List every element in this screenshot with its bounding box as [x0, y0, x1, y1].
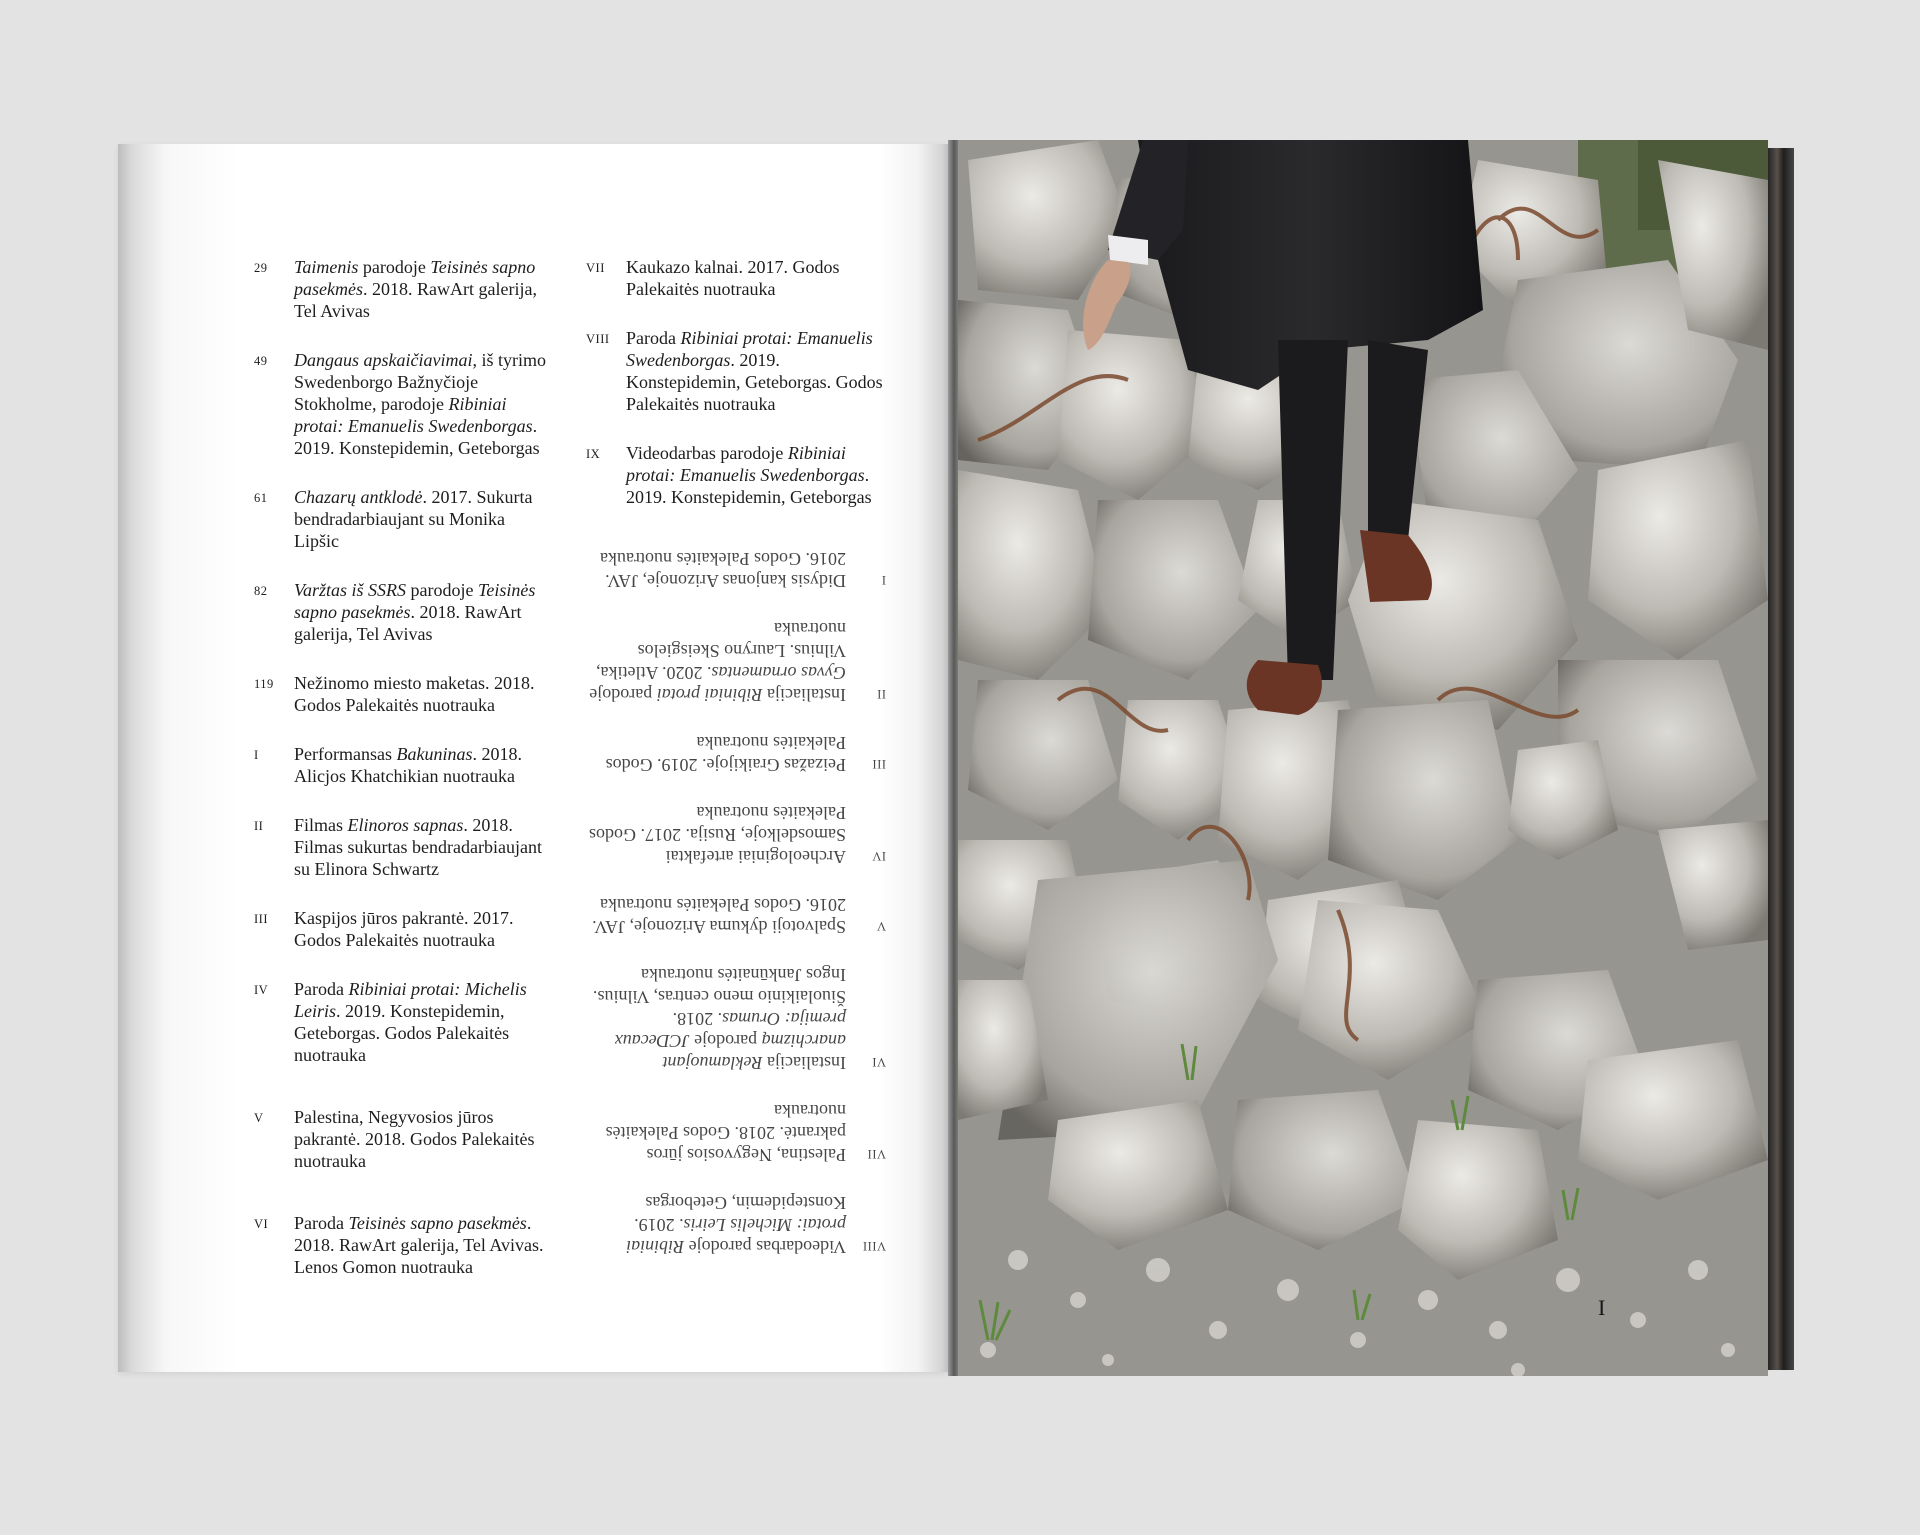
caption-number: 119: [254, 677, 274, 691]
caption-entry: [586, 1192, 886, 1258]
caption-italic-title: Teisinės sapno pasekmės: [348, 1213, 527, 1233]
caption-segment: Archeologiniai artefaktai Samosdelkoje, Rusija. 2017. Godos Palekaitės nuotrauka: [589, 803, 846, 867]
caption-text: [294, 814, 554, 880]
caption-entry: [254, 743, 554, 787]
caption-number: I: [881, 573, 886, 587]
caption-number: IX: [586, 447, 601, 461]
caption-number: III: [254, 912, 268, 926]
caption-entry: [254, 579, 554, 645]
caption-number: 82: [254, 584, 268, 598]
caption-segment: Instaliacija: [762, 1053, 846, 1073]
caption-italic-title: Teisinės sapno pasekmės: [294, 257, 536, 299]
caption-number: VII: [867, 1147, 886, 1161]
caption-italic-title: Gyvas ornamentas: [711, 663, 846, 683]
caption-segment: Filmas: [294, 815, 348, 835]
caption-italic-title: Chazarų antklodė: [294, 487, 423, 507]
caption-italic-title: Ribiniai protai: [656, 685, 763, 705]
caption-text: [586, 1192, 846, 1258]
caption-number: VII: [586, 261, 605, 275]
caption-segment: Didysis kanjonas Arizonoje, JAV. 2016. Godos Palekaitės nuotrauka: [600, 549, 846, 591]
caption-italic-title: Ribiniai protai: Emanuelis Swedenborgas: [294, 394, 533, 436]
caption-text: [586, 548, 846, 592]
caption-entry: [586, 548, 886, 592]
caption-segment: Videodarbas parodoje: [626, 443, 788, 463]
caption-text: [294, 579, 554, 645]
caption-text: [586, 732, 846, 776]
caption-segment: . 2019. Konstepidemin, Geteborgas. Godos Palekaitės nuotrauka: [294, 1001, 510, 1065]
caption-number: IV: [254, 983, 269, 997]
caption-segment: . 2018. Šiuolaikinio meno centras, Vilnius. Ingos Jankūnaitės nuotrauka: [592, 965, 846, 1029]
caption-segment: . 2018. Filmas sukurtas bendradarbiaujant su Elinora Schwartz: [294, 815, 542, 879]
caption-number: V: [254, 1111, 264, 1125]
caption-number: VIII: [586, 332, 610, 346]
caption-segment: . 2020. Atletika, Vilnius. Lauryno Skeisgielos nuotrauka: [596, 619, 846, 683]
caption-number: I: [254, 748, 259, 762]
caption-segment: , iš tyrimo Swedenborgo Bažnyčioje Stokholme, parodoje: [294, 350, 546, 414]
page-number: I: [1598, 1295, 1606, 1320]
caption-italic-title: Taimenis: [294, 257, 359, 277]
caption-entry: [254, 907, 554, 951]
caption-text: [626, 327, 886, 415]
caption-segment: . 2018. RawArt galerija, Tel Avivas: [294, 279, 537, 321]
caption-number: VI: [254, 1217, 269, 1231]
caption-segment: Palestina, Negyvosios jūros pakrantė. 2018. Godos Palekaitės nuotrauka: [294, 1107, 535, 1171]
caption-segment: Videodarbas parodoje: [684, 1237, 846, 1257]
caption-segment: Kaspijos jūros pakrantė. 2017. Godos Palekaitės nuotrauka: [294, 908, 514, 950]
caption-italic-title: Reklamuojant anarchizmą: [662, 1031, 846, 1073]
caption-text: [626, 442, 886, 508]
caption-segment: Paroda: [294, 979, 349, 999]
caption-number: 29: [254, 261, 268, 275]
caption-entry: [586, 442, 886, 508]
caption-segment: . 2017. Sukurta bendradarbiaujant su Monika Lipšic: [294, 487, 533, 551]
caption-entry: [254, 1106, 554, 1172]
caption-text: [586, 802, 846, 868]
caption-text: [294, 486, 554, 552]
caption-text: [626, 256, 886, 300]
caption-column-right: [586, 256, 886, 508]
caption-text: [586, 618, 846, 706]
caption-entry: [586, 1100, 886, 1166]
caption-entry: [254, 1212, 554, 1278]
caption-italic-title: Bakuninas: [396, 744, 473, 764]
caption-italic-title: Ribiniai protai: Emanuelis Swedenborgas: [626, 443, 865, 485]
caption-text: [294, 907, 554, 951]
caption-entry: [254, 672, 554, 716]
caption-segment: Peizažas Graikijoje. 2019. Godos Palekaitės nuotrauka: [605, 733, 846, 775]
caption-entry: [586, 256, 886, 300]
caption-segment: . 2018. RawArt galerija, Tel Avivas. Lenos Gomon nuotrauka: [294, 1213, 544, 1277]
caption-segment: . 2019. Konstepidemin, Geteborgas: [634, 1193, 846, 1235]
caption-entry: [586, 327, 886, 415]
caption-italic-title: Ribiniai protai: Michelis Leiris: [294, 979, 527, 1021]
caption-entry: [586, 618, 886, 706]
caption-number: 49: [254, 354, 268, 368]
caption-number: II: [254, 819, 264, 833]
caption-text: [294, 743, 554, 787]
caption-entry: [586, 732, 886, 776]
caption-text: [586, 894, 846, 938]
caption-segment: Nežinomo miesto maketas. 2018. Godos Palekaitės nuotrauka: [294, 673, 535, 715]
caption-italic-title: Elinoros sapnas: [347, 815, 464, 835]
caption-entry: [254, 486, 554, 552]
caption-segment: Spalvotoji dykuma Arizonoje, JAV. 2016. Godos Palekaitės nuotrauka: [592, 895, 846, 937]
right-page: [958, 140, 1768, 1376]
caption-segment: . 2019. Konstepidemin, Geteborgas: [626, 465, 872, 507]
caption-text: [294, 1212, 554, 1278]
caption-column-left: [254, 256, 554, 1278]
caption-number: V: [876, 919, 886, 933]
caption-segment: Paroda: [626, 328, 681, 348]
rubble-photo: [958, 140, 1768, 1376]
caption-number: VIII: [862, 1239, 886, 1253]
caption-segment: Instaliacija: [762, 685, 846, 705]
caption-segment: parodoje: [406, 580, 479, 600]
caption-italic-title: Dangaus apskaičiavimai: [294, 350, 473, 370]
caption-italic-title: Teisinės sapno pasekmės: [294, 580, 536, 622]
caption-segment: . 2019. Konstepidemin, Geteborgas. Godos Palekaitės nuotrauka: [626, 350, 883, 414]
caption-text: [294, 349, 554, 459]
caption-text: [586, 1100, 846, 1166]
caption-segment: Performansas: [294, 744, 397, 764]
caption-segment: Kaukazo kalnai. 2017. Godos Palekaitės nuotrauka: [626, 257, 840, 299]
caption-entry: [254, 814, 554, 880]
caption-italic-title: Ribiniai protai: Michelis Leiris: [626, 1215, 846, 1257]
caption-segment: parodoje: [589, 685, 657, 705]
caption-entry: [586, 802, 886, 868]
caption-segment: parodoje: [358, 257, 431, 277]
caption-number: II: [876, 687, 886, 701]
caption-text: [294, 1106, 554, 1172]
caption-segment: Paroda: [294, 1213, 349, 1233]
caption-entry: [586, 964, 886, 1074]
caption-entry: [254, 256, 554, 322]
caption-entry: [254, 349, 554, 459]
caption-entry: [586, 894, 886, 938]
caption-segment: . 2018. Alicjos Khatchikian nuotrauka: [294, 744, 522, 786]
caption-entry: [254, 978, 554, 1066]
caption-number: IV: [871, 849, 886, 863]
caption-italic-title: Varžtas iš SSRS: [294, 580, 407, 600]
caption-segment: Palestina, Negyvosios jūros pakrantė. 2018. Godos Palekaitės nuotrauka: [605, 1101, 846, 1165]
caption-number: III: [872, 757, 886, 771]
caption-number: VI: [871, 1055, 886, 1069]
caption-text: [294, 672, 554, 716]
caption-italic-title: JCDecaux premija: Orumas: [614, 1009, 846, 1051]
caption-segment: . 2019. Konstepidemin, Geteborgas: [294, 416, 540, 458]
caption-text: [586, 964, 846, 1074]
caption-italic-title: Ribiniai protai: Emanuelis Swedenborgas: [626, 328, 873, 370]
caption-number: 61: [254, 491, 268, 505]
upside-down-captions: [586, 522, 886, 1258]
caption-segment: . 2018. RawArt galerija, Tel Avivas: [294, 602, 522, 644]
left-page: [118, 144, 950, 1372]
caption-text: [294, 978, 554, 1066]
caption-segment: parodoje: [689, 1031, 762, 1051]
page-stack-edge: [1768, 148, 1794, 1370]
caption-text: [294, 256, 554, 322]
show-through-text: [278, 184, 898, 248]
